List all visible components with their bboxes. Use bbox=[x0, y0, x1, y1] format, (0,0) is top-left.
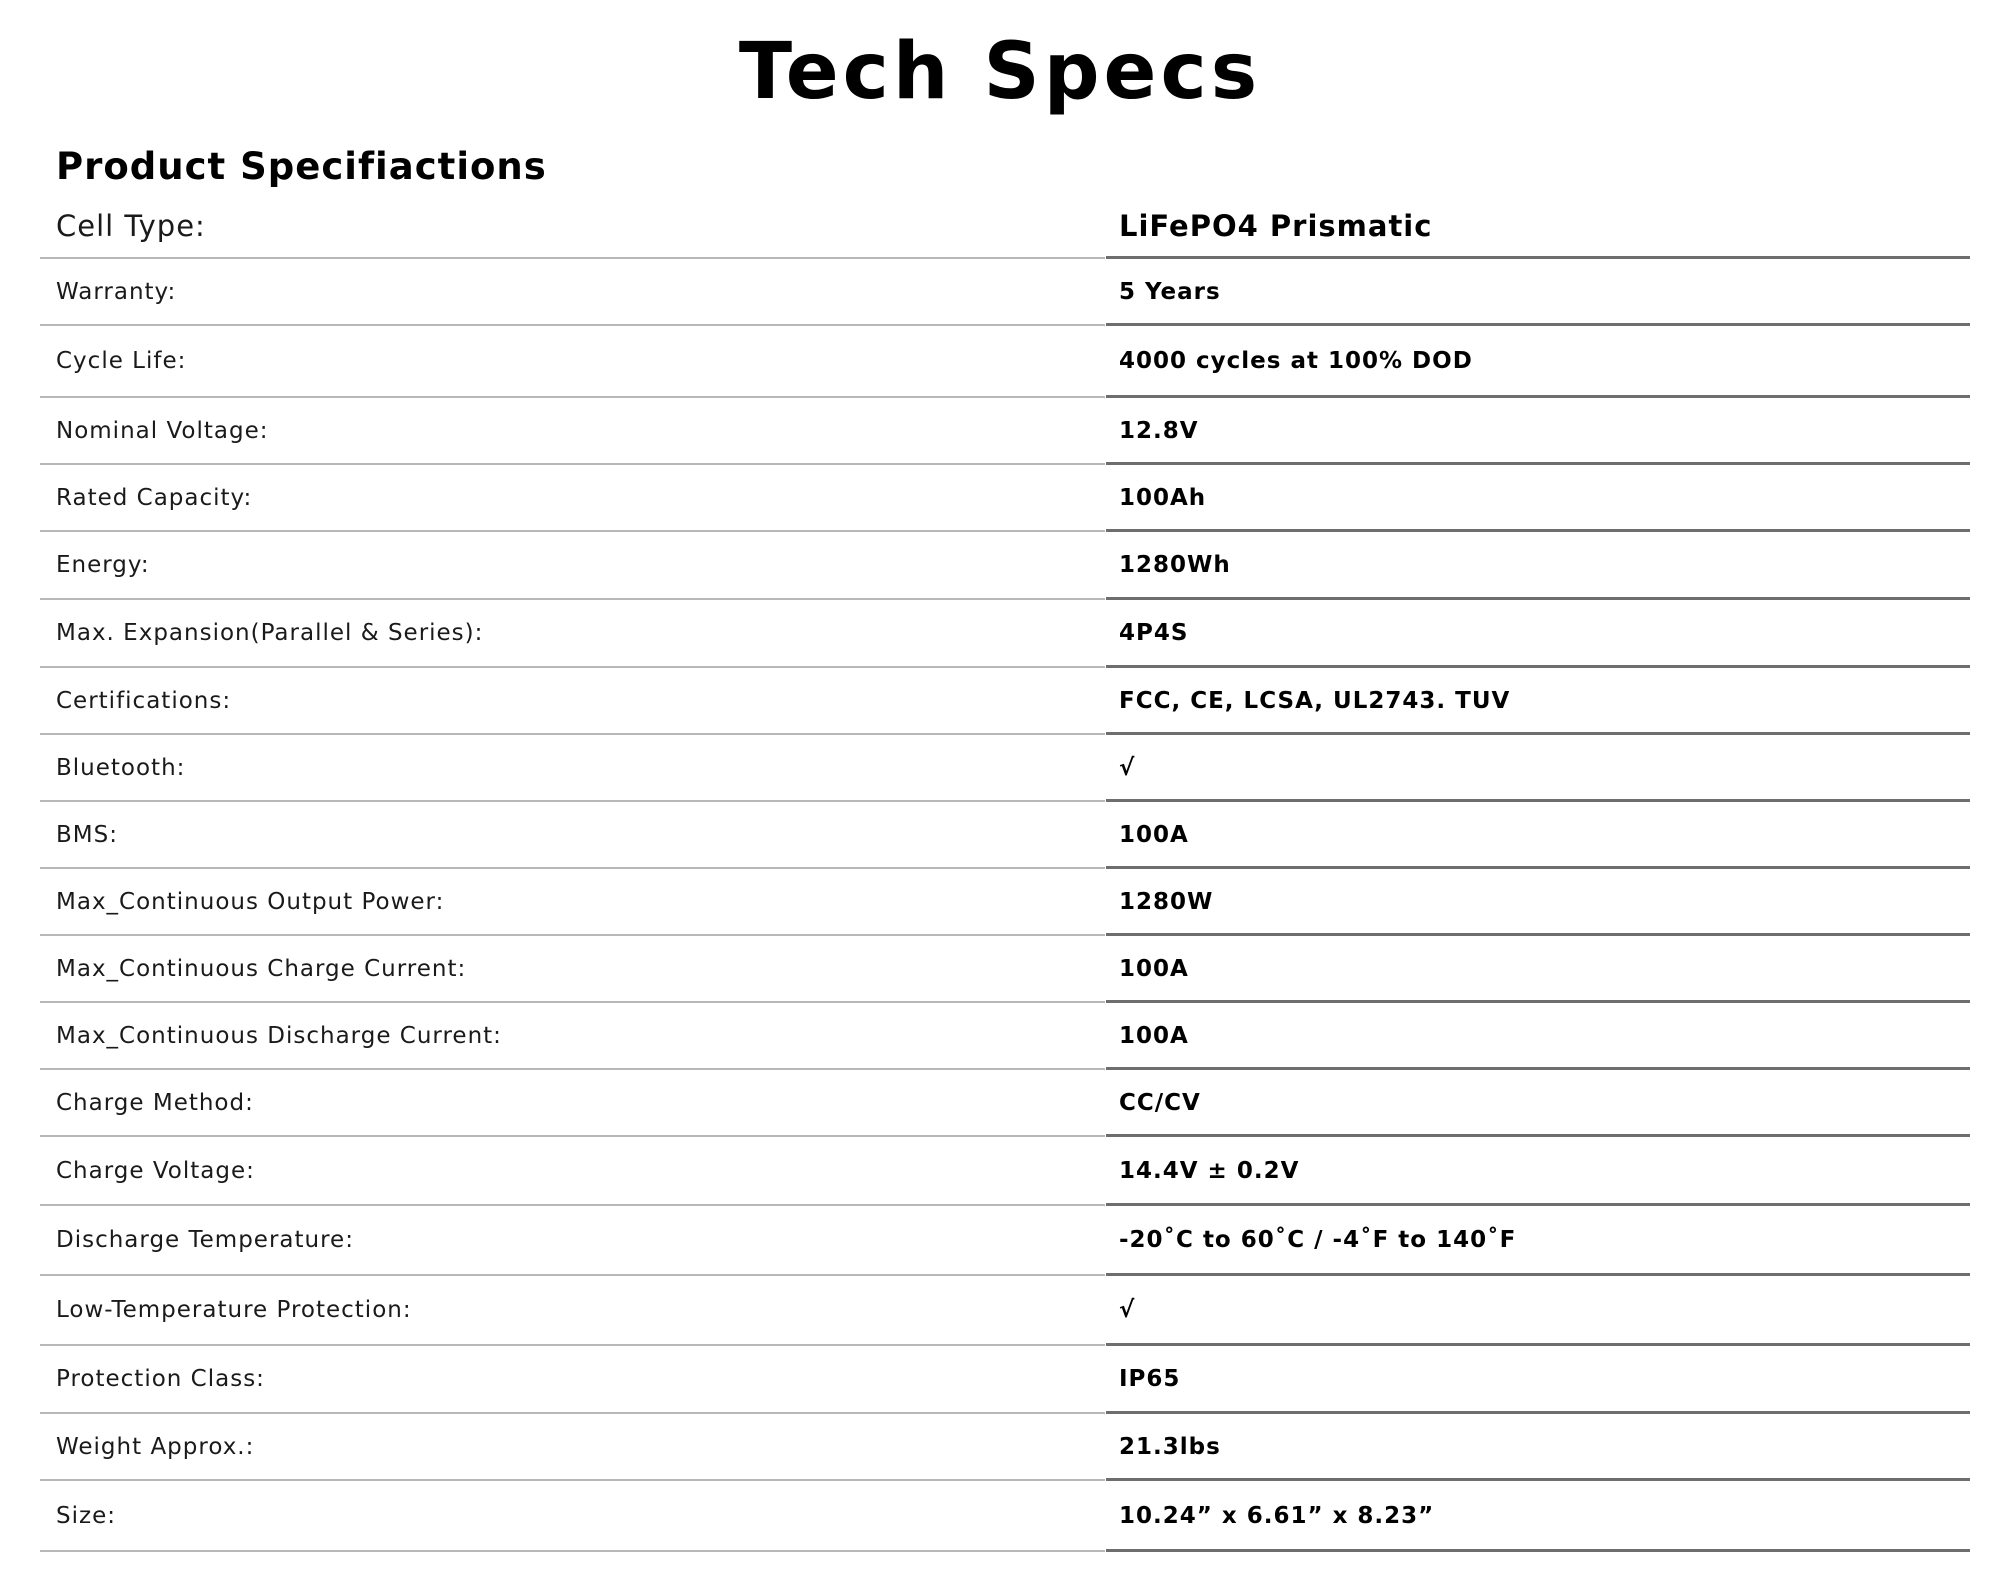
spec-value: 1280Wh bbox=[1119, 552, 1231, 578]
spec-label: Low-Temperature Protection: bbox=[56, 1297, 412, 1323]
spec-label: Max_Continuous Charge Current: bbox=[56, 956, 467, 982]
page-title: Tech Specs bbox=[738, 27, 1262, 117]
spec-row-energy bbox=[40, 532, 1970, 600]
spec-label: Max_Continuous Discharge Current: bbox=[56, 1023, 502, 1049]
spec-value: LiFePO4 Prismatic bbox=[1119, 209, 1433, 243]
spec-label: Weight Approx.: bbox=[56, 1434, 255, 1460]
check-mark-icon: √ bbox=[1119, 755, 1136, 781]
spec-row-bluetooth bbox=[40, 735, 1970, 802]
spec-row-discharge-temperature bbox=[40, 1206, 1970, 1276]
spec-value: 12.8V bbox=[1119, 418, 1199, 444]
spec-label: BMS: bbox=[56, 822, 118, 848]
spec-value: CC/CV bbox=[1119, 1090, 1201, 1116]
spec-value: 5 Years bbox=[1119, 279, 1221, 305]
spec-row-cell-type bbox=[40, 195, 1970, 259]
spec-row-max-output-power bbox=[40, 869, 1970, 936]
spec-label: Certifications: bbox=[56, 688, 232, 714]
spec-row-warranty bbox=[40, 259, 1970, 326]
spec-value: 100A bbox=[1119, 1023, 1189, 1049]
section-title: Product Specifiactions bbox=[56, 145, 547, 188]
spec-value: IP65 bbox=[1119, 1366, 1181, 1392]
spec-value: 10.24” x 6.61” x 8.23” bbox=[1119, 1503, 1435, 1529]
spec-value: 14.4V ± 0.2V bbox=[1119, 1158, 1300, 1184]
spec-row-nominal-voltage bbox=[40, 398, 1970, 465]
spec-label: Cycle Life: bbox=[56, 348, 187, 374]
spec-label: Warranty: bbox=[56, 279, 177, 305]
spec-value: 4P4S bbox=[1119, 620, 1189, 646]
spec-row-charge-method bbox=[40, 1070, 1970, 1137]
spec-value: -20˚C to 60˚C / -4˚F to 140˚F bbox=[1119, 1227, 1517, 1253]
spec-value: 100A bbox=[1119, 956, 1189, 982]
spec-label: Nominal Voltage: bbox=[56, 418, 269, 444]
spec-value: FCC, CE, LCSA, UL2743. TUV bbox=[1119, 688, 1511, 714]
spec-row-weight bbox=[40, 1414, 1970, 1481]
spec-label: Max_Continuous Output Power: bbox=[56, 889, 445, 915]
spec-row-max-charge-current bbox=[40, 936, 1970, 1003]
spec-row-protection-class bbox=[40, 1346, 1970, 1414]
spec-row-bms bbox=[40, 802, 1970, 869]
spec-label: Charge Method: bbox=[56, 1090, 254, 1116]
spec-row-rated-capacity bbox=[40, 465, 1970, 532]
spec-label: Energy: bbox=[56, 552, 150, 578]
spec-label: Bluetooth: bbox=[56, 755, 186, 781]
spec-label: Rated Capacity: bbox=[56, 485, 253, 511]
spec-row-cycle-life bbox=[40, 326, 1970, 398]
row-divider-left bbox=[40, 1550, 1105, 1552]
spec-label: Cell Type: bbox=[56, 209, 206, 243]
spec-row-max-discharge-current bbox=[40, 1003, 1970, 1070]
spec-value: 4000 cycles at 100% DOD bbox=[1119, 348, 1473, 374]
spec-label: Max. Expansion(Parallel & Series): bbox=[56, 620, 484, 646]
spec-row-low-temp-protection bbox=[40, 1276, 1970, 1346]
spec-value: 100A bbox=[1119, 822, 1189, 848]
spec-value: 21.3lbs bbox=[1119, 1434, 1221, 1460]
spec-label: Discharge Temperature: bbox=[56, 1227, 354, 1253]
row-divider-right bbox=[1106, 1549, 1970, 1552]
spec-row-charge-voltage bbox=[40, 1137, 1970, 1206]
check-mark-icon: √ bbox=[1119, 1297, 1136, 1323]
spec-value: 100Ah bbox=[1119, 485, 1207, 511]
spec-label: Size: bbox=[56, 1503, 116, 1529]
spec-label: Protection Class: bbox=[56, 1366, 265, 1392]
spec-label: Charge Voltage: bbox=[56, 1158, 255, 1184]
spec-value: 1280W bbox=[1119, 889, 1214, 915]
spec-row-max-expansion bbox=[40, 600, 1970, 668]
spec-row-certifications bbox=[40, 668, 1970, 735]
spec-row-size bbox=[40, 1481, 1970, 1552]
